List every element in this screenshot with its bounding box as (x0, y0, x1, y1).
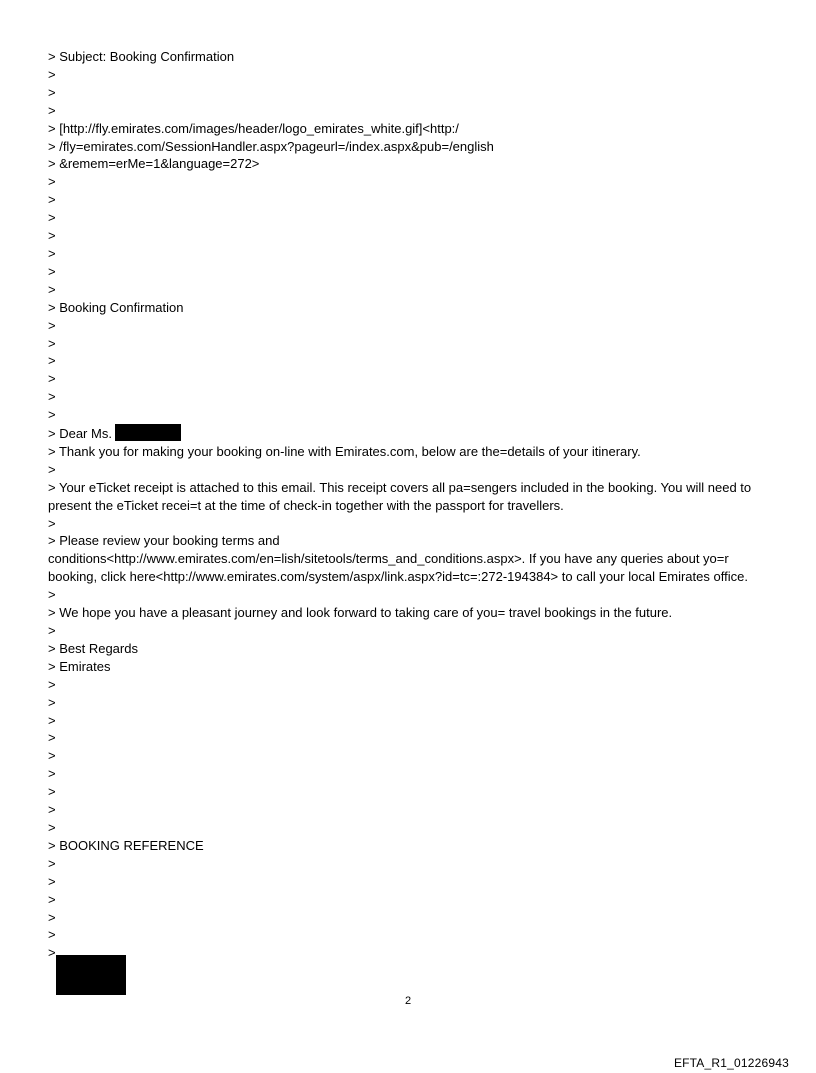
text-line: > Subject: Booking Confirmation (48, 49, 235, 64)
text-line: > (48, 335, 56, 351)
text-line: > (48, 174, 56, 190)
text-line: > (48, 228, 56, 244)
text-line: > Please review your booking terms and (48, 533, 280, 549)
text-line: > (48, 192, 56, 208)
text-line: > (48, 819, 56, 835)
text-line: > Best Regards (48, 640, 138, 656)
text-line: > (48, 245, 56, 261)
greeting-line (48, 424, 772, 443)
text-line: > BOOKING REFERENCE (48, 837, 204, 853)
text-line: > (48, 927, 56, 943)
text-line: > (48, 730, 56, 746)
text-line: > (48, 210, 56, 226)
text-line: > We hope you have a pleasant journey and look forward to taking care of you= travel bookings in the future. (48, 605, 673, 621)
text-line: > (48, 102, 56, 118)
text-line: > (48, 712, 56, 728)
text-line: > (48, 748, 56, 764)
document-id-footer: EFTA_R1_01226943 (673, 1056, 789, 1070)
text-line: > (48, 371, 56, 387)
text-line: > (48, 909, 56, 925)
text-line: > (48, 873, 56, 889)
text-line: > Emirates (48, 658, 111, 674)
text-line: > Booking Confirmation (48, 299, 184, 315)
text-line: > (48, 891, 56, 907)
page-number: 2 (404, 995, 412, 1007)
text-line: > (48, 461, 56, 477)
booking-reference-redaction (56, 955, 126, 995)
text-line: > (48, 945, 56, 961)
text-line: > (48, 84, 56, 100)
text-line: > (48, 587, 56, 603)
text-line: > (48, 802, 56, 818)
text-line: > (48, 389, 56, 405)
text-line: > (48, 623, 56, 638)
text-line: > Your eTicket receipt is attached to this email. This receipt covers all pa=sengers included in the booking. You will need to present the eTicket recei=t at the time of check-in together with the passport for travellers. (48, 479, 755, 513)
email-body (48, 48, 772, 980)
text-line: > [http://fly.emirates.com/images/header/logo_emirates_white.gif]<http:/ (48, 120, 459, 136)
text-line: > (48, 281, 56, 297)
text-line: > Thank you for making your booking on-line with Emirates.com, below are the=details of your itinerary. (48, 443, 641, 459)
text-line: conditions<http://www.emirates.com/en=lish/sitetools/terms_and_conditions.aspx>. If you have any queries about yo=r booking, click here<http://www.emirates.com/system/aspx/link.aspx?id=tc=:272-194384> to call your local Emirates office. (48, 551, 748, 585)
text-line: > (48, 353, 56, 369)
text-line: > (48, 766, 56, 782)
text-line: > (48, 407, 56, 423)
text-line (48, 962, 772, 980)
redaction-block (115, 424, 181, 441)
text-line: > (48, 784, 56, 800)
text-line: > (48, 676, 56, 692)
text-line: > &remem=erMe=1&language=272> (48, 156, 260, 172)
greeting-text: > Dear Ms. (48, 426, 112, 442)
text-line: > (48, 317, 56, 333)
text-line: > (48, 855, 56, 871)
text-line: > (48, 515, 56, 531)
text-line: > (48, 66, 56, 82)
text-line: > /fly=emirates.com/SessionHandler.aspx?pageurl=/index.aspx&pub=/english (48, 138, 494, 154)
text-line: > (48, 694, 56, 710)
text-line: > (48, 263, 56, 279)
